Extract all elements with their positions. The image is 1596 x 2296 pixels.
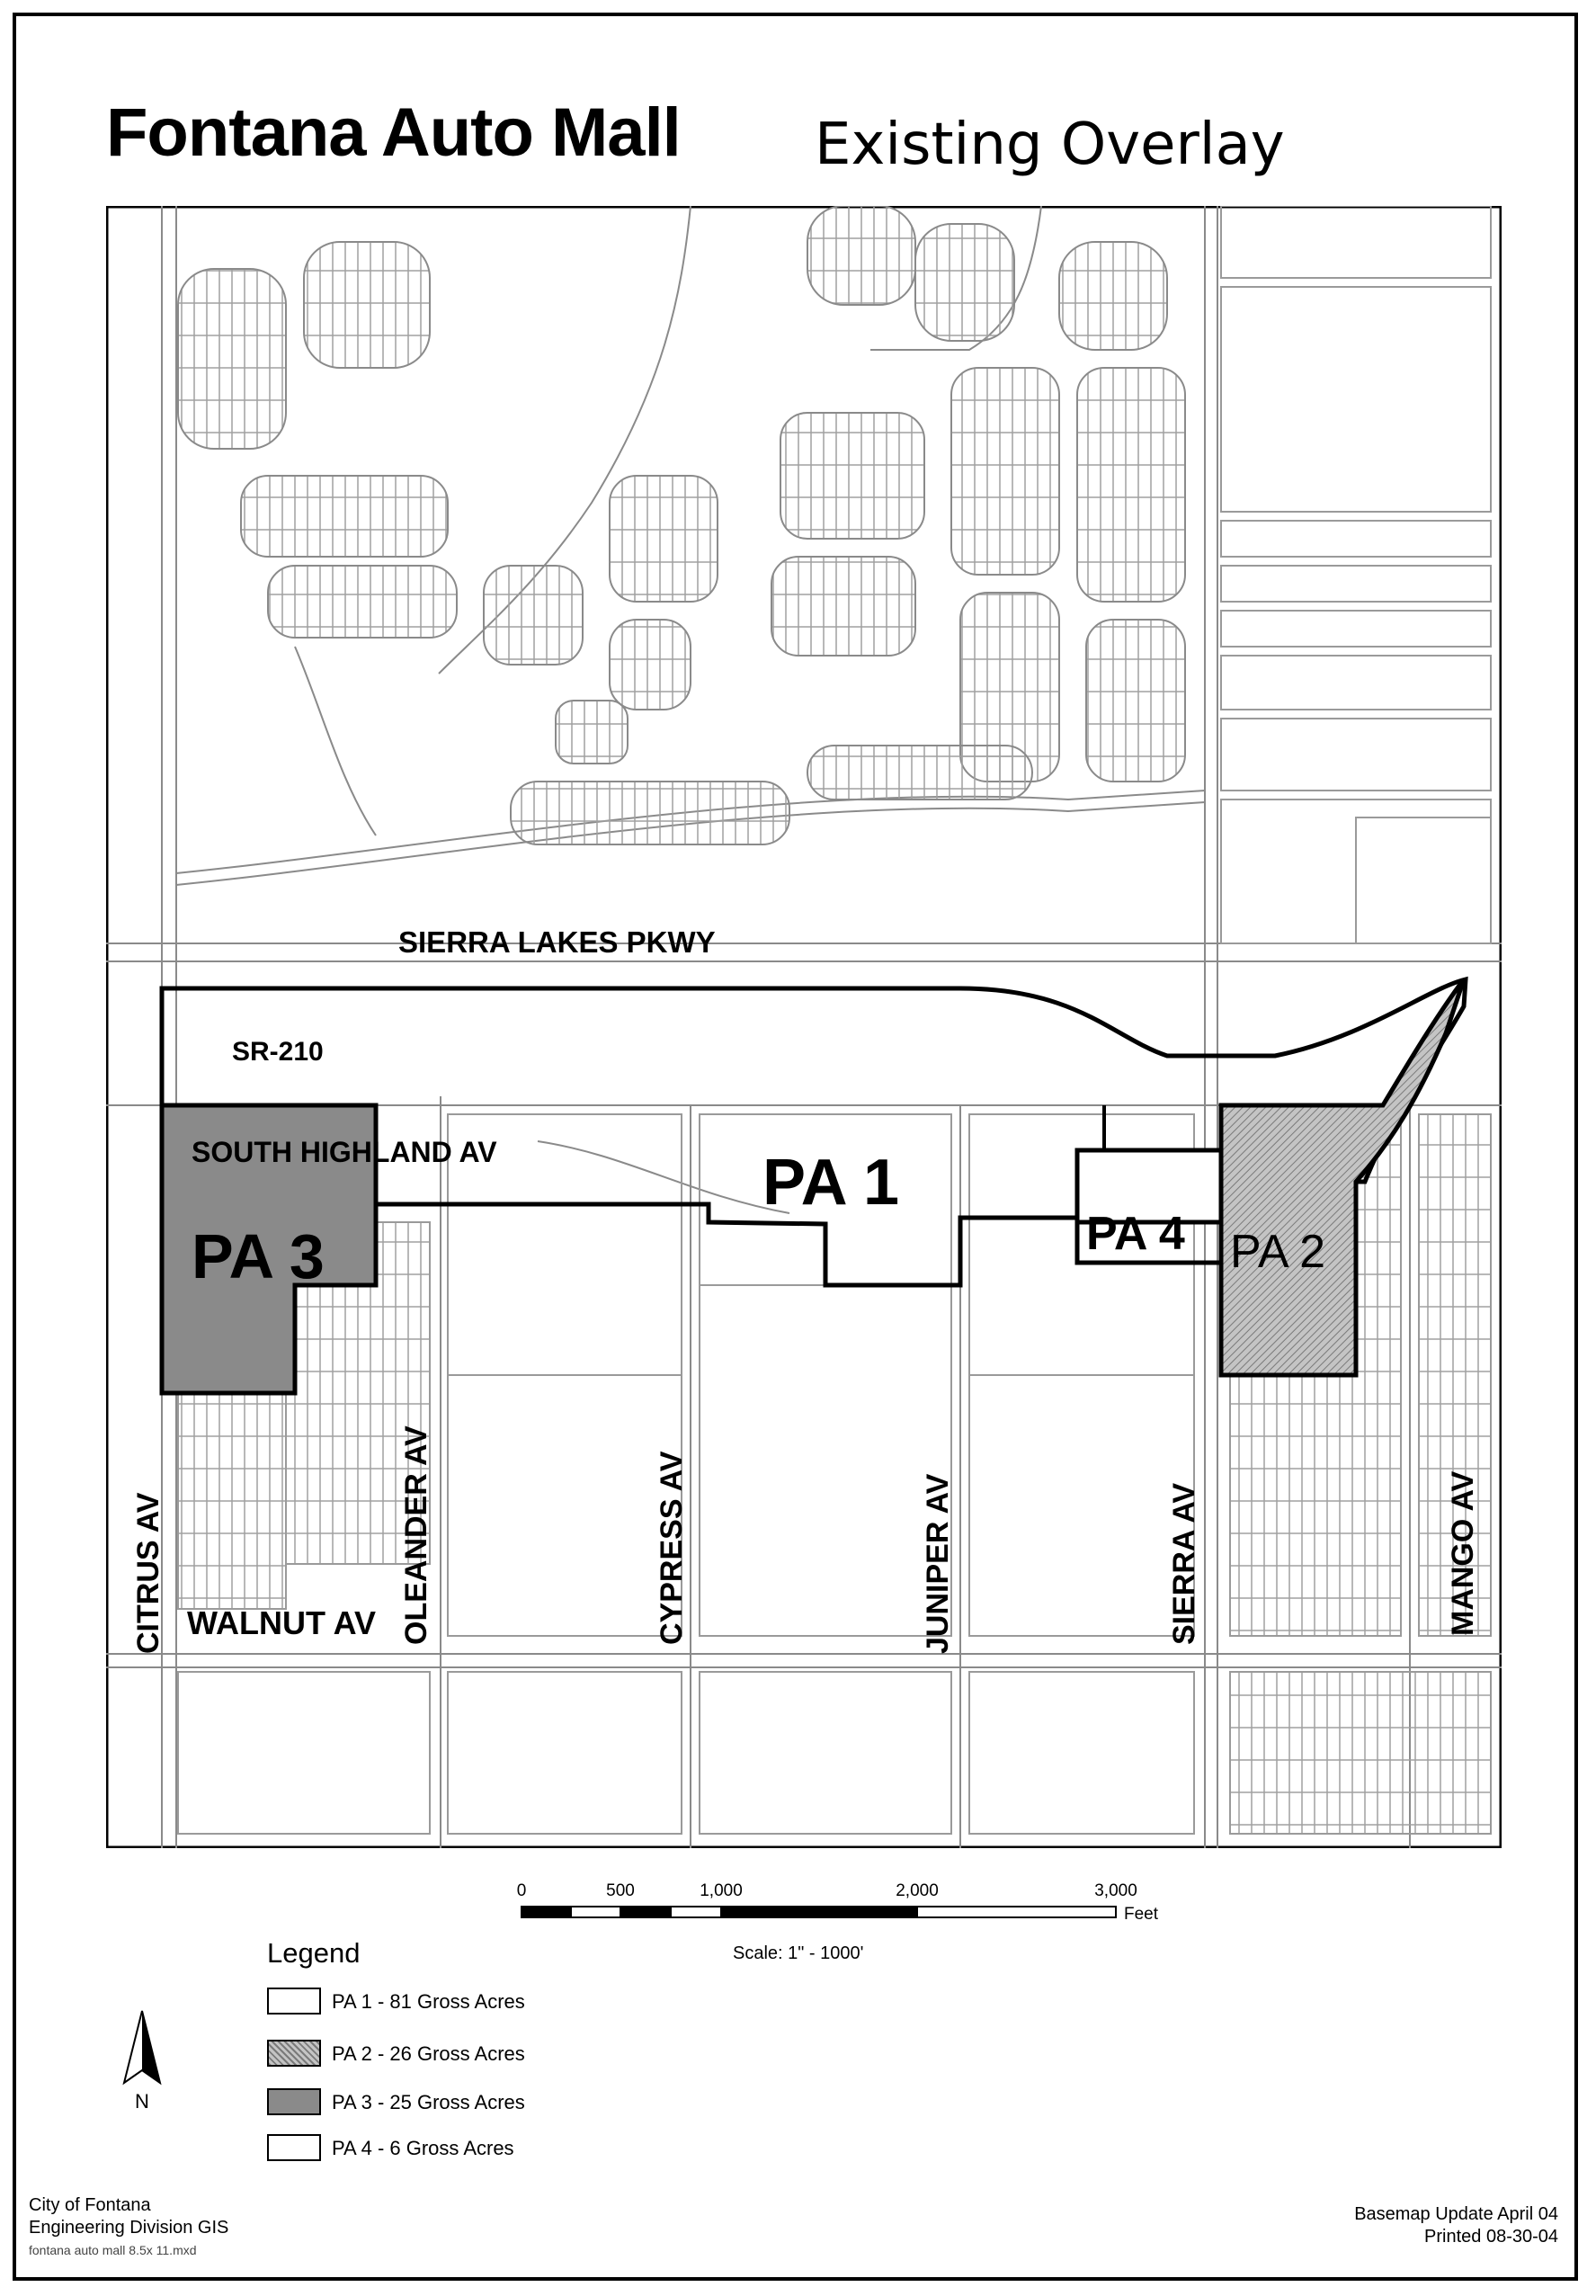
label-oleander-av: OLEANDER AV [399,1425,433,1645]
scale-tick-1000: 1,000 [700,1881,743,1900]
scale-tick-0: 0 [516,1881,527,1900]
scale-tick-2000: 2,000 [896,1881,939,1900]
label-juniper-av: JUNIPER AV [921,1473,955,1654]
credits-block [29,2194,228,2262]
legend-title: Legend [267,1937,361,1969]
scale-tick-3000: 3,000 [1094,1881,1137,1900]
update-basemap: Basemap Update April 04 [1354,2204,1558,2224]
label-south-highland-av: SOUTH HIGHLAND AV [192,1136,497,1168]
map-canvas [106,206,1502,1848]
label-citrus-av: CITRUS AV [131,1492,165,1654]
legend-swatch-pa3 [267,2088,321,2115]
legend-label-pa3: PA 3 - 25 Gross Acres [332,2091,525,2113]
credits-file: fontana auto mall 8.5x 11.mxd [29,2243,197,2257]
legend-label-pa2: PA 2 - 26 Gross Acres [332,2042,525,2065]
credits-city: City of Fontana [29,2195,151,2215]
update-printed: Printed 08-30-04 [1424,2227,1558,2247]
north-arrow-icon [115,2007,169,2115]
scale-unit: Feet [1124,1905,1159,1924]
legend-swatch-pa2 [267,2040,321,2067]
map-title: Fontana Auto Mall [106,94,681,171]
label-pa4: PA 4 [1086,1208,1185,1260]
legend-swatch-pa4 [267,2134,321,2161]
scale-text: Scale: 1" - 1000' [733,1943,864,1963]
label-mango-av: MANGO AV [1446,1470,1480,1636]
scale-tick-500: 500 [606,1881,635,1900]
label-pa3: PA 3 [192,1221,325,1291]
north-label: N [135,2090,149,2113]
label-pa2: PA 2 [1230,1226,1326,1278]
update-block [1354,2203,1558,2248]
map-subtitle: Existing Overlay [815,112,1285,178]
scale-segments [522,1907,1116,1917]
legend-label-pa4: PA 4 - 6 Gross Acres [332,2137,514,2159]
label-sierra-av: SIERRA AV [1167,1482,1201,1645]
scale-bar [504,1880,1187,1943]
credits-division: Engineering Division GIS [29,2218,229,2238]
legend-label-pa1: PA 1 - 81 Gross Acres [332,1990,525,2013]
label-walnut-av: WALNUT AV [187,1604,376,1641]
legend-swatch-pa1 [267,1988,321,2015]
label-sierra-lakes-pkwy: SIERRA LAKES PKWY [398,925,716,959]
label-sr210: SR-210 [232,1037,324,1067]
label-cypress-av: CYPRESS AV [655,1451,689,1645]
label-pa1: PA 1 [762,1147,900,1219]
